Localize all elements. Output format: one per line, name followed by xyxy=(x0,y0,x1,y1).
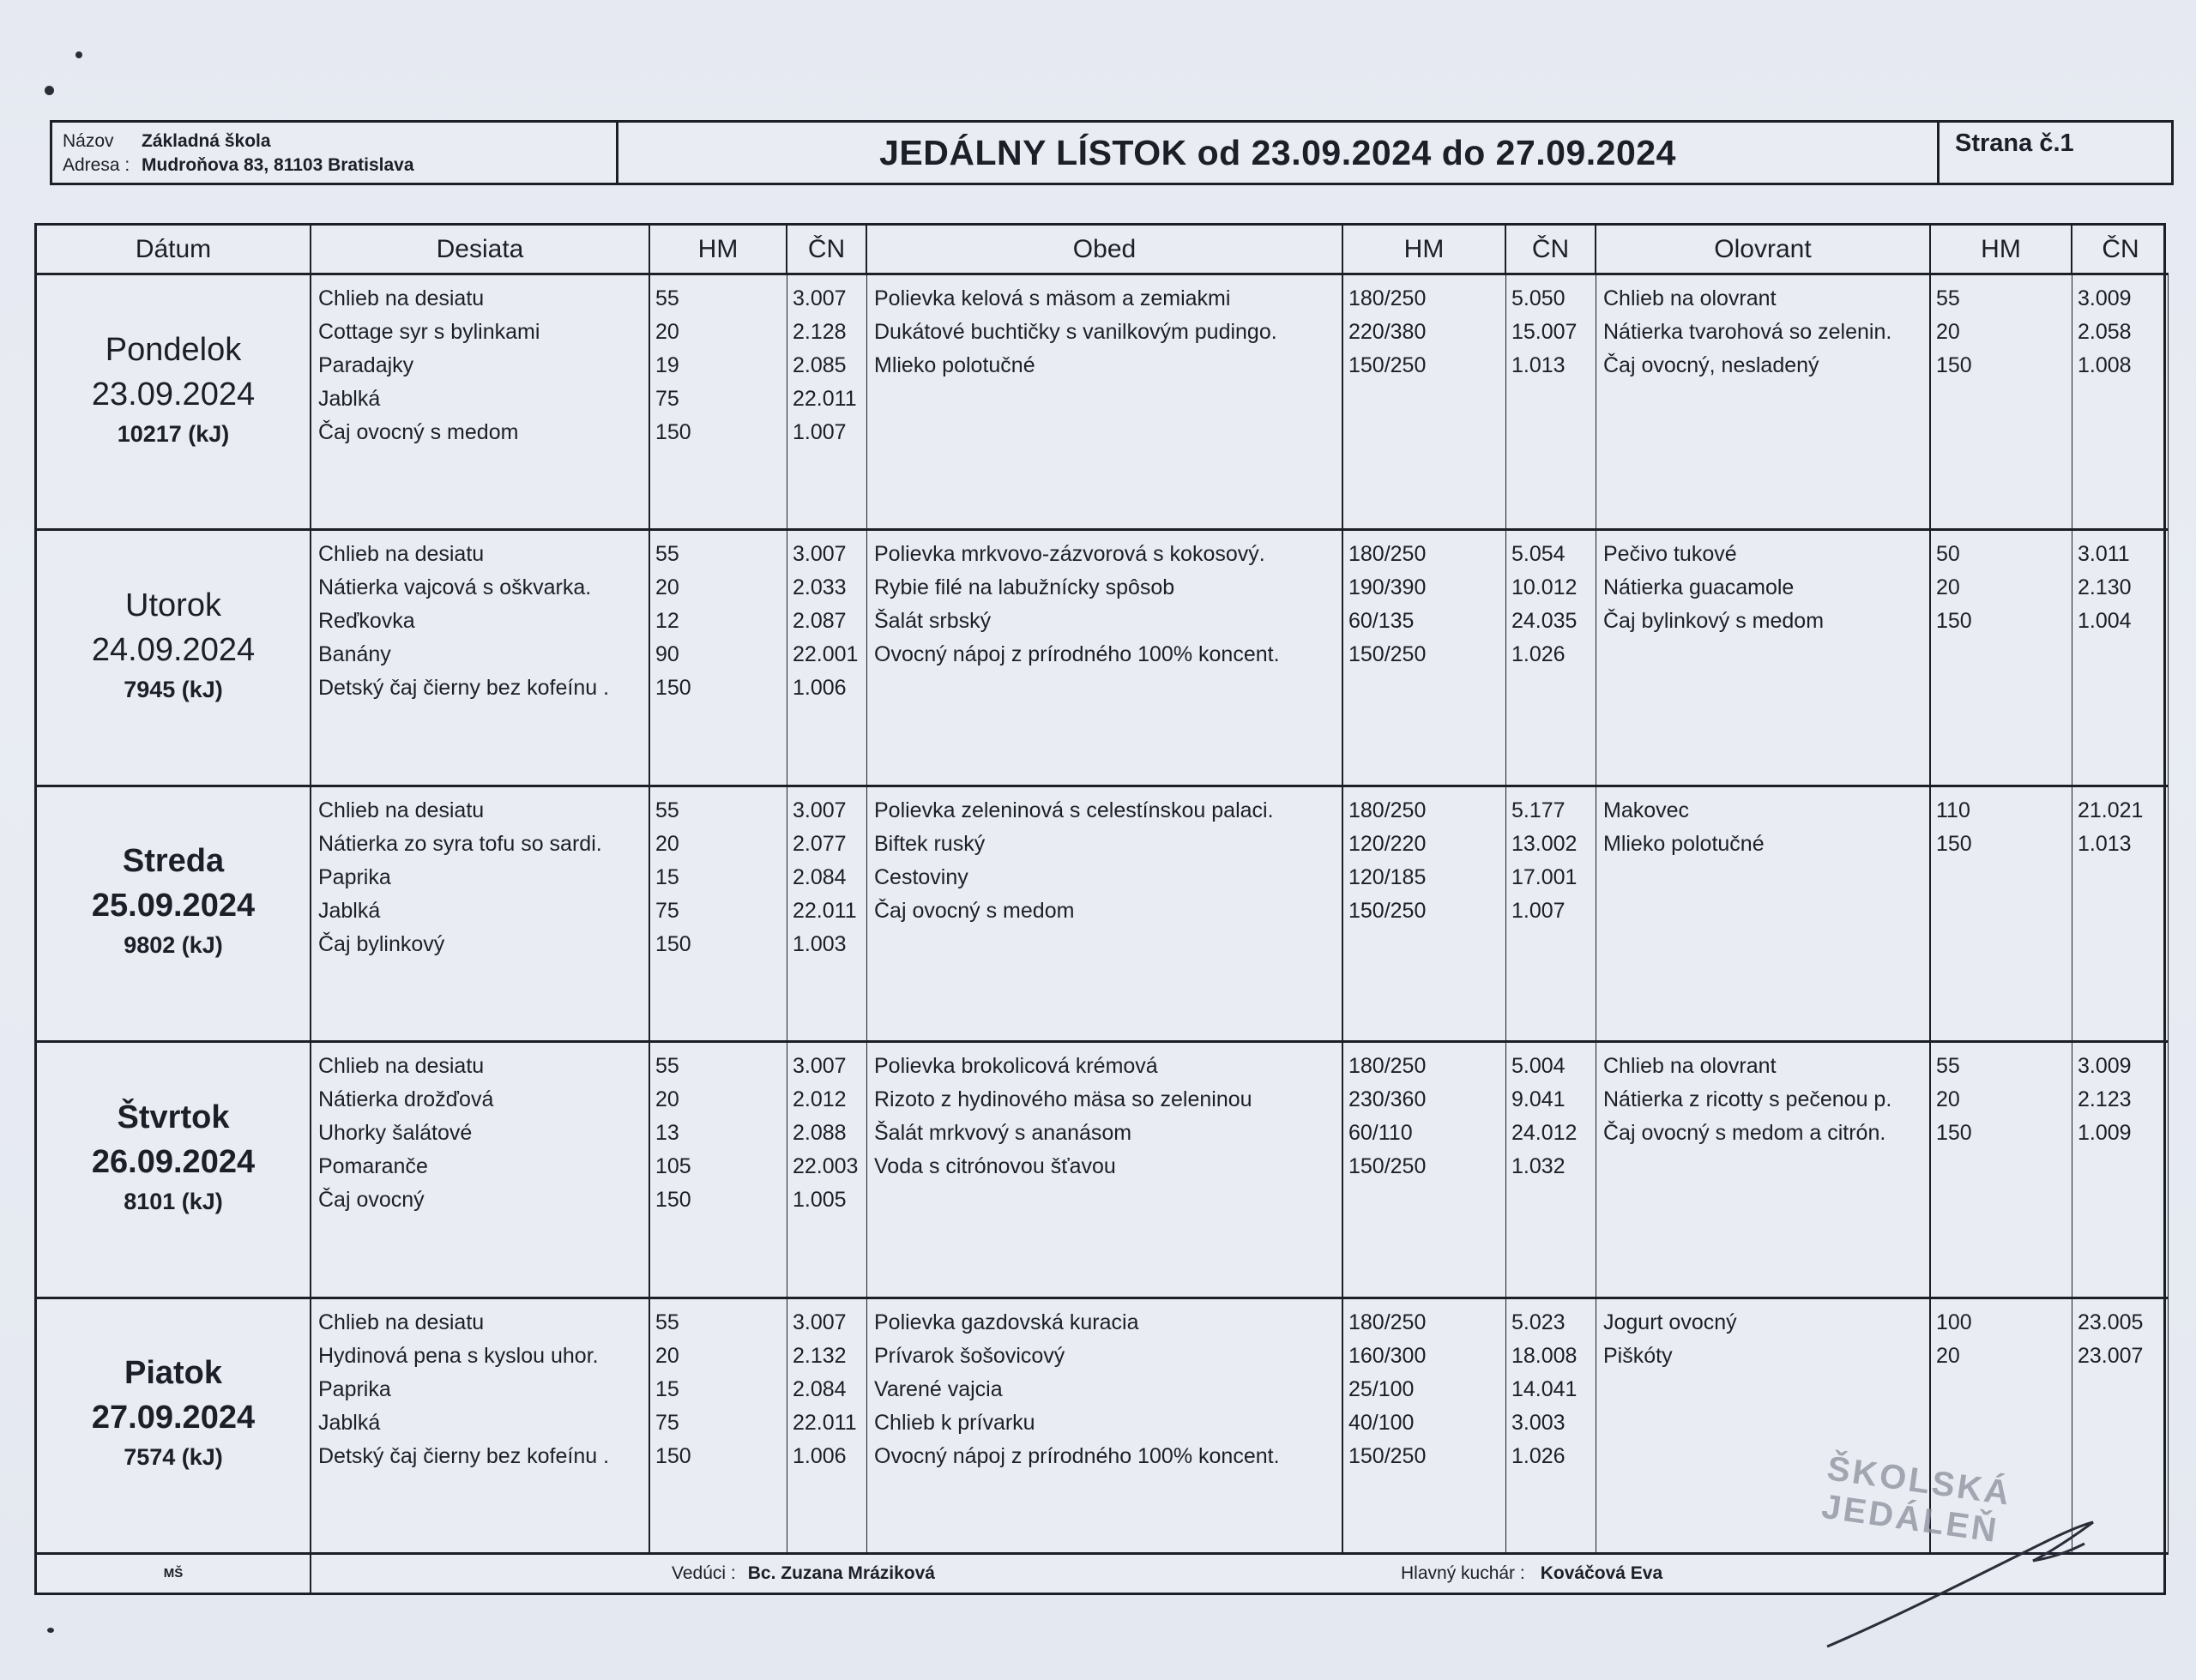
lunch-cn: 1.026 xyxy=(1511,642,1566,667)
snack-cn-cell xyxy=(787,787,867,1043)
snack-hm: 15 xyxy=(655,1376,679,1401)
snack-hm: 20 xyxy=(655,1343,679,1368)
snack-hm: 75 xyxy=(655,1410,679,1435)
afternoon-item: Čaj ovocný, nesladený xyxy=(1603,353,1819,377)
lunch-hm: 220/380 xyxy=(1348,320,1427,344)
afternoon-hm-cell xyxy=(1931,275,2072,531)
col-header-snack-hm: HM xyxy=(650,226,787,275)
snack-cn-cell xyxy=(787,1043,867,1298)
snack-hm: 13 xyxy=(655,1121,679,1146)
day-energy: 7574 (kJ) xyxy=(124,1444,223,1471)
afternoon-hm-cell xyxy=(1931,787,2072,1043)
afternoon-item: Nátierka guacamole xyxy=(1603,575,1795,600)
lunch-cn: 13.002 xyxy=(1511,831,1578,856)
afternoon-hm-cell xyxy=(1931,531,2072,786)
afternoon-hm: 20 xyxy=(1936,1343,1960,1368)
day-date: 25.09.2024 xyxy=(91,888,256,924)
lunch-cn: 24.035 xyxy=(1511,609,1578,634)
snack-item: Jablká xyxy=(318,387,381,411)
lunch-item: Polievka brokolicová krémová xyxy=(874,1054,1158,1079)
day-cell xyxy=(37,1043,311,1298)
snack-item: Pomaranče xyxy=(318,1154,428,1179)
day-cell xyxy=(37,787,311,1043)
afternoon-hm: 150 xyxy=(1936,831,1972,856)
lunch-cn-cell xyxy=(1506,275,1596,531)
snack-hm: 20 xyxy=(655,575,679,600)
col-header-snack-cn: ČN xyxy=(787,226,867,275)
afternoon-cell xyxy=(1596,787,1931,1043)
col-header-afternoon-hm: HM xyxy=(1931,226,2072,275)
head-chef xyxy=(1401,1563,1662,1584)
afternoon-item: Jogurt ovocný xyxy=(1603,1310,1737,1334)
snack-cn: 22.011 xyxy=(793,898,857,923)
snack-item: Chlieb na desiatu xyxy=(318,1054,485,1079)
afternoon-cell xyxy=(1596,275,1931,531)
afternoon-hm-cell xyxy=(1931,1043,2072,1298)
lunch-item: Mlieko polotučné xyxy=(874,353,1035,377)
lunch-cn-cell xyxy=(1506,531,1596,786)
col-header-afternoon: Olovrant xyxy=(1596,226,1931,275)
school-address: Mudroňova 83, 81103 Bratislava xyxy=(142,155,414,175)
afternoon-item: Chlieb na olovrant xyxy=(1603,1054,1777,1079)
lunch-item: Polievka zeleninová s celestínskou palaci. xyxy=(874,798,1274,822)
lunch-cell xyxy=(867,1299,1343,1555)
snack-hm: 20 xyxy=(655,1087,679,1112)
lunch-cn: 3.003 xyxy=(1511,1410,1566,1435)
snack-item: Chlieb na desiatu xyxy=(318,286,485,310)
snack-hm: 55 xyxy=(655,1054,679,1079)
lunch-cell xyxy=(867,275,1343,531)
snack-hm: 150 xyxy=(655,1443,691,1468)
afternoon-cn: 2.130 xyxy=(2078,575,2132,600)
day-name: Pondelok xyxy=(105,331,242,368)
lunch-hm: 180/250 xyxy=(1348,542,1427,567)
lunch-cn: 10.012 xyxy=(1511,575,1578,600)
day-cell xyxy=(37,531,311,786)
afternoon-cn: 23.007 xyxy=(2078,1343,2144,1368)
snack-cn-cell xyxy=(787,531,867,786)
snack-item: Banány xyxy=(318,642,391,667)
afternoon-item: Nátierka z ricotty s pečenou p. xyxy=(1603,1087,1892,1112)
lunch-cn: 5.054 xyxy=(1511,542,1566,567)
lunch-hm: 160/300 xyxy=(1348,1343,1427,1368)
snack-cn: 3.007 xyxy=(793,286,847,310)
lunch-cn: 1.032 xyxy=(1511,1154,1566,1179)
snack-hm: 150 xyxy=(655,676,691,701)
snack-item: Jablká xyxy=(318,1410,381,1435)
lunch-hm: 150/250 xyxy=(1348,353,1427,377)
snack-item: Jablká xyxy=(318,898,381,923)
snack-hm: 55 xyxy=(655,1310,679,1334)
lunch-hm-cell xyxy=(1343,787,1506,1043)
lunch-item: Polievka gazdovská kuracia xyxy=(874,1310,1139,1334)
snack-item: Detský čaj čierny bez kofeínu . xyxy=(318,676,610,701)
lunch-cn: 1.007 xyxy=(1511,898,1566,923)
day-energy: 10217 (kJ) xyxy=(117,420,230,447)
lunch-hm: 180/250 xyxy=(1348,798,1427,822)
snack-item: Čaj ovocný xyxy=(318,1188,425,1213)
lunch-hm: 180/250 xyxy=(1348,1310,1427,1334)
day-date: 27.09.2024 xyxy=(91,1400,256,1436)
afternoon-item: Pečivo tukové xyxy=(1603,542,1737,567)
snack-hm: 90 xyxy=(655,642,679,667)
lunch-item: Rizoto z hydinového mäsa so zeleninou xyxy=(874,1087,1252,1112)
afternoon-cn-cell xyxy=(2072,1043,2169,1298)
lunch-hm: 230/360 xyxy=(1348,1087,1427,1112)
col-header-afternoon-cn: ČN xyxy=(2072,226,2169,275)
manager-label: Vedúci : xyxy=(672,1563,736,1583)
snack-cn: 22.003 xyxy=(793,1154,859,1179)
snack-item: Čaj ovocný s medom xyxy=(318,420,519,444)
lunch-cn: 17.001 xyxy=(1511,864,1578,889)
snack-item: Hydinová pena s kyslou uhor. xyxy=(318,1343,599,1368)
snack-cn: 1.005 xyxy=(793,1188,847,1213)
address-label: Adresa : xyxy=(63,155,130,175)
snack-cn: 1.007 xyxy=(793,420,847,444)
afternoon-hm: 110 xyxy=(1936,798,1970,822)
lunch-cell xyxy=(867,1043,1343,1298)
lunch-cell xyxy=(867,787,1343,1043)
menu-table xyxy=(34,223,2166,1595)
afternoon-cn-cell xyxy=(2072,275,2169,531)
snack-hm: 12 xyxy=(655,609,679,634)
speck xyxy=(47,1628,54,1633)
snack-cn: 2.084 xyxy=(793,1376,847,1401)
snack-item: Chlieb na desiatu xyxy=(318,1310,485,1334)
lunch-cn: 24.012 xyxy=(1511,1121,1578,1146)
lunch-item: Polievka kelová s mäsom a zemiakmi xyxy=(874,286,1231,310)
snack-cn: 3.007 xyxy=(793,1310,847,1334)
lunch-hm: 120/185 xyxy=(1348,864,1427,889)
lunch-hm: 40/100 xyxy=(1348,1410,1415,1435)
snack-item: Chlieb na desiatu xyxy=(318,542,485,567)
lunch-hm-cell xyxy=(1343,1043,1506,1298)
chef-label: Hlavný kuchár : xyxy=(1401,1563,1525,1583)
day-energy: 7945 (kJ) xyxy=(124,677,223,703)
lunch-hm: 60/110 xyxy=(1348,1121,1413,1146)
snack-hm-cell xyxy=(650,275,787,531)
lunch-item: Dukátové buchtičky s vanilkovým pudingo. xyxy=(874,320,1277,344)
lunch-cn: 9.041 xyxy=(1511,1087,1566,1112)
afternoon-cn-cell xyxy=(2072,787,2169,1043)
lunch-item: Varené vajcia xyxy=(874,1376,1003,1401)
snack-item: Nátierka vajcová s oškvarka. xyxy=(318,575,592,600)
day-cell xyxy=(37,275,311,531)
snack-hm: 19 xyxy=(655,353,679,377)
snack-cn: 1.006 xyxy=(793,676,847,701)
lunch-item: Polievka mrkvovo-zázvorová s kokosový. xyxy=(874,542,1265,567)
stamp-text: ŠKOLSKÁ JEDÁLEŇ xyxy=(1819,1449,2014,1551)
day-energy: 9802 (kJ) xyxy=(124,932,223,959)
lunch-cn: 14.041 xyxy=(1511,1376,1578,1401)
snack-item: Reďkovka xyxy=(318,609,415,634)
snack-item: Paprika xyxy=(318,1376,391,1401)
afternoon-item: Makovec xyxy=(1603,798,1690,822)
snack-cn: 22.001 xyxy=(793,642,859,667)
lunch-item: Prívarok šošovicový xyxy=(874,1343,1065,1368)
day-name: Piatok xyxy=(124,1355,223,1392)
day-cell xyxy=(37,1299,311,1555)
lunch-item: Cestoviny xyxy=(874,864,968,889)
lunch-hm-cell xyxy=(1343,531,1506,786)
afternoon-cn: 1.004 xyxy=(2078,609,2132,634)
chef-name: Kováčová Eva xyxy=(1540,1563,1663,1583)
school-info xyxy=(52,123,618,183)
snack-cn: 2.128 xyxy=(793,320,847,344)
day-date: 24.09.2024 xyxy=(91,632,256,669)
snack-hm: 150 xyxy=(655,420,691,444)
lunch-item: Šalát mrkvový s ananásom xyxy=(874,1121,1132,1146)
snack-item: Nátierka zo syra tofu so sardi. xyxy=(318,831,602,856)
afternoon-cn: 3.011 xyxy=(2078,542,2130,567)
col-header-date: Dátum xyxy=(37,226,311,275)
col-header-lunch-hm: HM xyxy=(1343,226,1506,275)
lunch-cn: 5.004 xyxy=(1511,1054,1566,1079)
afternoon-cn: 21.021 xyxy=(2078,798,2144,822)
day-name: Streda xyxy=(122,843,225,880)
lunch-cn: 18.008 xyxy=(1511,1343,1578,1368)
snack-item: Cottage syr s bylinkami xyxy=(318,320,540,344)
snack-cn: 2.033 xyxy=(793,575,847,600)
afternoon-item: Čaj bylinkový s medom xyxy=(1603,609,1825,634)
afternoon-hm: 20 xyxy=(1936,320,1960,344)
afternoon-item: Mlieko polotučné xyxy=(1603,831,1765,856)
afternoon-hm: 55 xyxy=(1936,286,1960,310)
snack-cn: 2.085 xyxy=(793,353,847,377)
snack-item: Detský čaj čierny bez kofeínu . xyxy=(318,1443,610,1468)
afternoon-item: Piškóty xyxy=(1603,1343,1673,1368)
snack-hm-cell xyxy=(650,787,787,1043)
lunch-cn: 1.026 xyxy=(1511,1443,1566,1468)
snack-item: Čaj bylinkový xyxy=(318,931,445,956)
snack-item: Paprika xyxy=(318,864,391,889)
lunch-hm: 190/390 xyxy=(1348,575,1427,600)
snack-hm: 75 xyxy=(655,387,679,411)
afternoon-hm: 20 xyxy=(1936,575,1960,600)
lunch-hm: 150/250 xyxy=(1348,1443,1427,1468)
lunch-cn: 15.007 xyxy=(1511,320,1578,344)
lunch-cn: 5.023 xyxy=(1511,1310,1566,1334)
snack-cn: 2.087 xyxy=(793,609,847,634)
lunch-hm: 60/135 xyxy=(1348,609,1415,634)
manager xyxy=(672,1563,935,1584)
page-number: Strana č.1 xyxy=(1955,129,2074,157)
lunch-item: Čaj ovocný s medom xyxy=(874,898,1075,923)
snack-hm-cell xyxy=(650,1299,787,1555)
snack-cn: 1.006 xyxy=(793,1443,847,1468)
lunch-hm-cell xyxy=(1343,275,1506,531)
snack-hm: 20 xyxy=(655,320,679,344)
snack-cn: 2.088 xyxy=(793,1121,847,1146)
afternoon-cn: 1.009 xyxy=(2078,1121,2132,1146)
manager-name: Bc. Zuzana Mráziková xyxy=(747,1563,935,1583)
afternoon-hm: 150 xyxy=(1936,1121,1972,1146)
snack-cn: 22.011 xyxy=(793,1410,857,1435)
col-header-snack: Desiata xyxy=(311,226,650,275)
speck xyxy=(45,86,54,95)
snack-cn: 1.003 xyxy=(793,931,847,956)
afternoon-cn: 2.058 xyxy=(2078,320,2132,344)
lunch-hm: 180/250 xyxy=(1348,1054,1427,1079)
afternoon-hm: 100 xyxy=(1936,1310,1972,1334)
document-title: JEDÁLNY LÍSTOK od 23.09.2024 do 27.09.2024 xyxy=(618,123,1940,183)
snack-cn: 3.007 xyxy=(793,798,847,822)
snack-cn: 2.084 xyxy=(793,864,847,889)
snack-cell xyxy=(311,531,650,786)
afternoon-cn: 23.005 xyxy=(2078,1310,2144,1334)
afternoon-item: Nátierka tvarohová so zelenin. xyxy=(1603,320,1892,344)
afternoon-hm: 50 xyxy=(1936,542,1960,567)
day-name: Štvrtok xyxy=(117,1099,230,1135)
lunch-item: Rybie filé na labužnícky spôsob xyxy=(874,575,1175,600)
lunch-hm: 120/220 xyxy=(1348,831,1427,856)
lunch-item: Ovocný nápoj z prírodného 100% koncent. xyxy=(874,642,1280,667)
snack-item: Uhorky šalátové xyxy=(318,1121,473,1146)
day-name: Utorok xyxy=(125,587,221,624)
snack-hm: 20 xyxy=(655,831,679,856)
lunch-cn-cell xyxy=(1506,787,1596,1043)
snack-hm: 75 xyxy=(655,898,679,923)
name-label: Názov xyxy=(63,131,114,151)
afternoon-cn: 3.009 xyxy=(2078,286,2132,310)
snack-item: Paradajky xyxy=(318,353,414,377)
snack-hm: 55 xyxy=(655,542,679,567)
snack-hm: 55 xyxy=(655,286,679,310)
lunch-item: Voda s citrónovou šťavou xyxy=(874,1154,1116,1179)
snack-item: Nátierka drožďová xyxy=(318,1087,494,1112)
snack-hm: 150 xyxy=(655,931,691,956)
footer-code: MŠ xyxy=(37,1555,311,1593)
afternoon-hm: 150 xyxy=(1936,609,1972,634)
afternoon-item: Čaj ovocný s medom a citrón. xyxy=(1603,1121,1886,1146)
lunch-cn-cell xyxy=(1506,1299,1596,1555)
day-date: 26.09.2024 xyxy=(91,1143,256,1180)
document-header xyxy=(50,120,2174,185)
snack-cn: 2.132 xyxy=(793,1343,847,1368)
lunch-item: Chlieb k prívarku xyxy=(874,1410,1035,1435)
lunch-cn: 5.177 xyxy=(1511,798,1566,822)
lunch-cn: 1.013 xyxy=(1511,353,1566,377)
snack-hm: 15 xyxy=(655,864,679,889)
snack-item: Chlieb na desiatu xyxy=(318,798,485,822)
col-header-lunch-cn: ČN xyxy=(1506,226,1596,275)
afternoon-item: Chlieb na olovrant xyxy=(1603,286,1777,310)
afternoon-hm: 20 xyxy=(1936,1087,1960,1112)
afternoon-cn: 1.008 xyxy=(2078,353,2132,377)
snack-cn: 22.011 xyxy=(793,387,857,411)
snack-hm: 150 xyxy=(655,1188,691,1213)
day-date: 23.09.2024 xyxy=(91,376,256,412)
snack-cell xyxy=(311,275,650,531)
snack-hm: 105 xyxy=(655,1154,691,1179)
afternoon-cell xyxy=(1596,531,1931,786)
afternoon-cn: 1.013 xyxy=(2078,831,2132,856)
snack-cn: 2.012 xyxy=(793,1087,847,1112)
snack-hm: 55 xyxy=(655,798,679,822)
lunch-item: Biftek ruský xyxy=(874,831,986,856)
lunch-hm: 180/250 xyxy=(1348,286,1427,310)
lunch-item: Šalát srbský xyxy=(874,609,992,634)
afternoon-hm: 55 xyxy=(1936,1054,1960,1079)
col-header-lunch: Obed xyxy=(867,226,1343,275)
snack-cell xyxy=(311,1299,650,1555)
snack-cell xyxy=(311,787,650,1043)
lunch-cn: 5.050 xyxy=(1511,286,1566,310)
lunch-item: Ovocný nápoj z prírodného 100% koncent. xyxy=(874,1443,1280,1468)
snack-cn-cell xyxy=(787,1299,867,1555)
day-energy: 8101 (kJ) xyxy=(124,1188,223,1214)
snack-cn: 2.077 xyxy=(793,831,847,856)
speck xyxy=(75,51,82,58)
afternoon-cn: 2.123 xyxy=(2078,1087,2132,1112)
snack-cn: 3.007 xyxy=(793,542,847,567)
lunch-hm: 25/100 xyxy=(1348,1376,1415,1401)
snack-hm-cell xyxy=(650,1043,787,1298)
signature xyxy=(1819,1518,2119,1655)
snack-cn-cell xyxy=(787,275,867,531)
school-name: Základná škola xyxy=(142,131,271,151)
snack-cn: 3.007 xyxy=(793,1054,847,1079)
lunch-hm: 150/250 xyxy=(1348,642,1427,667)
snack-hm-cell xyxy=(650,531,787,786)
afternoon-cn-cell xyxy=(2072,531,2169,786)
lunch-hm: 150/250 xyxy=(1348,1154,1427,1179)
snack-cell xyxy=(311,1043,650,1298)
lunch-cn-cell xyxy=(1506,1043,1596,1298)
lunch-hm: 150/250 xyxy=(1348,898,1427,923)
lunch-cell xyxy=(867,531,1343,786)
afternoon-cell xyxy=(1596,1043,1931,1298)
lunch-hm-cell xyxy=(1343,1299,1506,1555)
afternoon-hm: 150 xyxy=(1936,353,1972,377)
afternoon-cn: 3.009 xyxy=(2078,1054,2132,1079)
